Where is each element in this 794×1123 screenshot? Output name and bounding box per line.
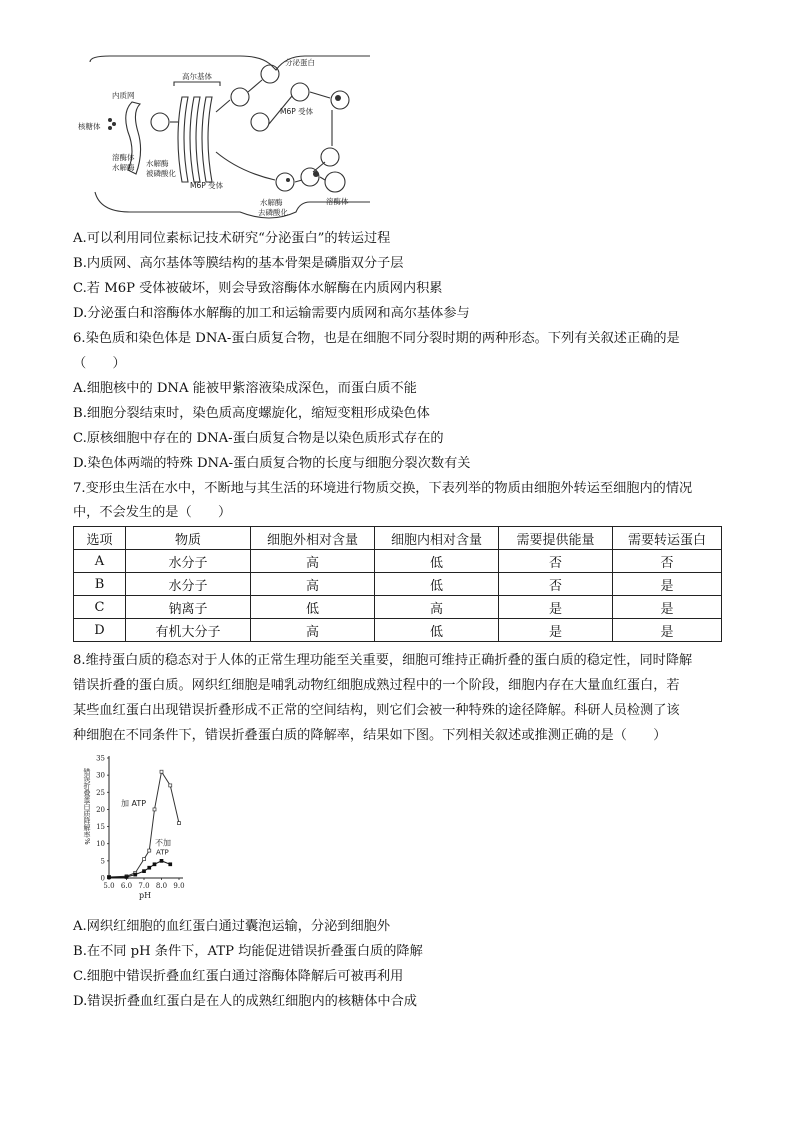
table-header: 选项 [74, 527, 126, 550]
data-point [148, 849, 151, 852]
x-tick-label: 5.0 [103, 882, 115, 890]
label-lysosome: 溶酶体 [326, 197, 349, 206]
label-lysosome-enzyme-1: 溶酶体 [112, 153, 135, 162]
label-secreted-protein: 分泌蛋白 [285, 58, 315, 67]
label-golgi: 高尔基体 [182, 72, 212, 81]
table-header: 需要提供能量 [499, 527, 613, 550]
q6-option-d: D.染色体两端的特殊 DNA-蛋白质复合物的长度与细胞分裂次数有关 [73, 456, 471, 471]
vesicle [251, 113, 269, 131]
q8-stem-line-1: 8.维持蛋白质的稳态对于人体的正常生理功能至关重要，细胞可维持正确折叠的蛋白质的稳定性，同时降解 [73, 653, 693, 668]
data-point [153, 808, 156, 811]
table-cell: 有机大分子 [126, 619, 251, 642]
label-er: 内质网 [112, 91, 135, 100]
table-header: 需要转运蛋白 [613, 527, 722, 550]
q8-option-d: D.错误折叠血红蛋白是在人的成熟红细胞内的核糖体中合成 [73, 994, 417, 1009]
cell-membrane [90, 56, 370, 70]
series-line [109, 861, 170, 877]
golgi-stack-2 [190, 97, 200, 182]
x-tick-label: 8.0 [155, 882, 168, 890]
q7-stem-line-1: 7.变形虫生活在水中，不断地与其生活的环境进行物质交换，下表列举的物质由细胞外转运至细胞内的情况 [73, 481, 693, 496]
table-row [74, 596, 722, 619]
table-cell: 低 [375, 573, 499, 596]
q8-option-b: B.在不同 pH 条件下，ATP 均能促进错误折叠蛋白质的降解 [73, 944, 423, 959]
arrow [310, 92, 330, 98]
label-m6p-receptor-top: M6P 受体 [280, 107, 314, 116]
degradation-rate-chart [75, 752, 203, 902]
label-lysosome-enzyme-2: 水解酶 [112, 163, 135, 172]
vesicle [231, 88, 249, 106]
table-cell: 水分子 [126, 550, 251, 573]
data-point [148, 866, 151, 869]
table-cell: 低 [375, 550, 499, 573]
table-cell: 高 [375, 596, 499, 619]
y-tick-label: 10 [96, 840, 105, 849]
q8-stem-line-3: 某些血红蛋白出现错误折叠形成不正常的空间结构，则它们会被一种特殊的途径降解。科研人员检测了该 [73, 703, 680, 718]
arrow [216, 152, 275, 180]
table-cell: 低 [375, 619, 499, 642]
vesicle [261, 65, 279, 83]
table-cell: 否 [499, 550, 613, 573]
vesicle [276, 173, 294, 191]
series-label-no-atp: 不加 [155, 838, 171, 848]
label-m6p-receptor-bottom: M6P 受体 [190, 181, 224, 190]
label-ribosome: 核糖体 [78, 122, 101, 131]
data-point [153, 863, 156, 866]
table-cell: 是 [613, 573, 722, 596]
table-cell: C [74, 596, 126, 619]
data-point [160, 859, 163, 862]
data-point [169, 784, 172, 787]
label-phosphorylated-2: 被磷酸化 [146, 169, 176, 178]
q7-stem-line-2: 中，不会发生的是（ ） [73, 505, 232, 520]
y-tick-label: 5 [100, 857, 105, 866]
vesicle [325, 172, 345, 192]
table-header: 细胞内相对含量 [375, 527, 499, 550]
label-dephosphorylated-1: 水解酶 [260, 198, 283, 207]
arrow [248, 80, 262, 92]
arrow [216, 100, 230, 112]
golgi-stack-3 [202, 97, 212, 182]
table-cell: B [74, 573, 126, 596]
vesicle [301, 168, 319, 186]
table-row [74, 550, 722, 573]
table-cell: D [74, 619, 126, 642]
table-cell: 是 [613, 596, 722, 619]
x-tick-label: 6.0 [120, 882, 133, 890]
q8-stem-line-4: 种细胞在不同条件下，错误折叠蛋白质的降解率，结果如下图。下列相关叙述或推测正确的是（ ） [73, 728, 667, 743]
q7-table [73, 526, 722, 642]
table-cell: 低 [251, 596, 375, 619]
y-tick-label: 0 [100, 874, 105, 883]
arrow [320, 177, 325, 180]
data-point [143, 870, 146, 873]
x-tick-label: 7.0 [138, 882, 150, 890]
table-header-row [74, 527, 722, 550]
table-cell: 钠离子 [126, 596, 251, 619]
table-header: 细胞外相对含量 [251, 527, 375, 550]
table-cell: 水分子 [126, 573, 251, 596]
q6-stem-line-2: （ ） [73, 356, 126, 371]
q5-option-d: D.分泌蛋白和溶酶体水解酶的加工和运输需要内质网和高尔基体参与 [73, 306, 470, 321]
label-dephosphorylated-2: 去磷酸化 [258, 208, 288, 217]
label-phosphorylated-1: 水解酶 [146, 159, 169, 168]
q6-option-a: A.细胞核中的 DNA 能被甲紫溶液染成深色，而蛋白质不能 [73, 381, 417, 396]
q8-option-a: A.网织红细胞的血红蛋白通过囊泡运输，分泌到细胞外 [73, 919, 391, 934]
x-axis-label: pH [139, 891, 152, 900]
series-label-atp: 加 ATP [121, 799, 147, 808]
y-tick-label: 25 [96, 788, 105, 797]
data-point [143, 858, 146, 861]
arrow [313, 162, 325, 172]
y-tick-label: 20 [96, 805, 105, 814]
y-tick-label: 15 [96, 823, 105, 832]
table-cell: 否 [613, 550, 722, 573]
table-cell: 是 [499, 596, 613, 619]
table-cell: 是 [613, 619, 722, 642]
data-point [169, 863, 172, 866]
q5-option-a: A.可以利用同位素标记技术研究“分泌蛋白”的转运过程 [73, 231, 391, 246]
protein-sorting-diagram [70, 52, 380, 224]
table-cell: 否 [499, 573, 613, 596]
series-line [109, 772, 179, 877]
table-cell: A [74, 550, 126, 573]
q5-option-c: C.若 M6P 受体被破坏，则会导致溶酶体水解酶在内质网内积累 [73, 281, 443, 296]
q8-option-c: C.细胞中错误折叠血红蛋白通过溶酶体降解后可被再利用 [73, 969, 404, 984]
y-tick-label: 35 [96, 754, 105, 763]
table-header: 物质 [126, 527, 251, 550]
q6-option-b: B.细胞分裂结束时，染色质高度螺旋化，缩短变粗形成染色体 [73, 406, 430, 421]
golgi-stack-1 [178, 97, 188, 182]
arrow [295, 180, 302, 182]
q5-option-b: B.内质网、高尔基体等膜结构的基本骨架是磷脂双分子层 [73, 256, 404, 271]
table-cell: 高 [251, 550, 375, 573]
table-cell: 高 [251, 573, 375, 596]
table-row [74, 619, 722, 642]
data-point [160, 770, 163, 773]
data-point [108, 876, 111, 879]
q8-stem-line-2: 错误折叠的蛋白质。网织红细胞是哺乳动物红细胞成熟过程中的一个阶段，细胞内存在大量血红蛋白，若 [73, 678, 680, 693]
golgi-bracket [174, 82, 220, 86]
data-point [178, 822, 181, 825]
vesicle [291, 83, 309, 101]
table-cell: 是 [499, 619, 613, 642]
q6-option-c: C.原核细胞中存在的 DNA-蛋白质复合物是以染色质形式存在的 [73, 431, 444, 446]
q6-stem-line-1: 6.染色质和染色体是 DNA-蛋白质复合物，也是在细胞不同分裂时期的两种形态。下列有关叙述正确的是 [73, 331, 680, 346]
table-cell: 高 [251, 619, 375, 642]
y-axis-label: 错误折叠蛋白质降解率% [83, 768, 91, 845]
series-label-no-atp-2: ATP [156, 848, 169, 857]
x-tick-label: 9.0 [173, 882, 185, 890]
vesicle [151, 113, 169, 131]
data-point [134, 873, 137, 876]
y-tick-label: 30 [96, 771, 105, 780]
data-point [125, 875, 128, 878]
table-row [74, 573, 722, 596]
